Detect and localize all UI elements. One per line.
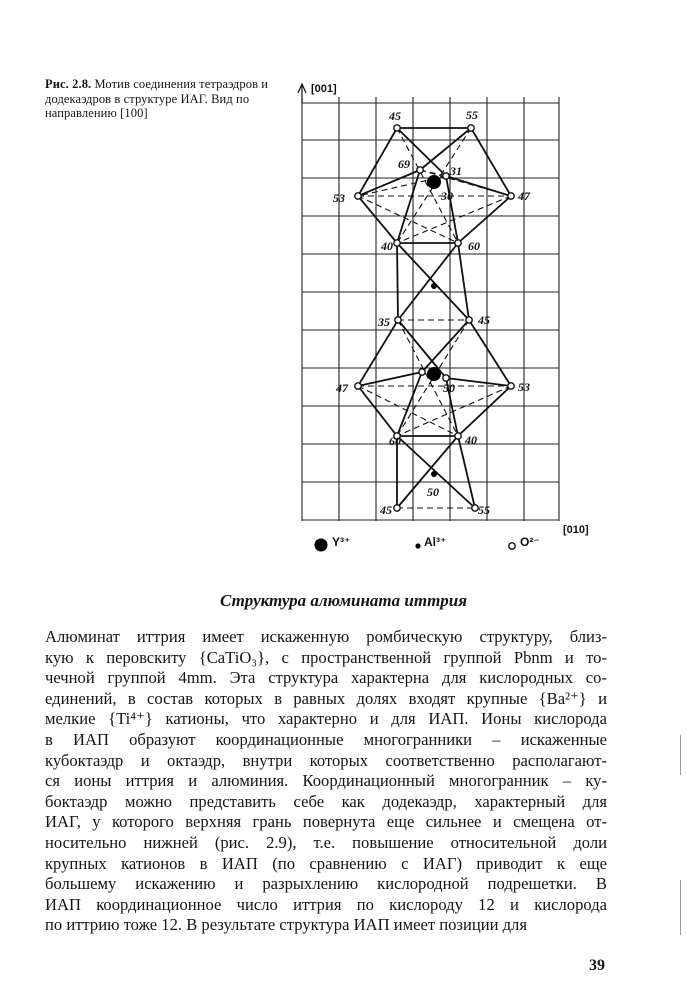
legend — [315, 535, 540, 552]
atom-label: 47 — [336, 381, 348, 395]
atom-label: 45 — [380, 503, 392, 517]
atom-label: 50 — [427, 485, 439, 499]
y-ion-legend-icon — [315, 539, 328, 552]
page-number: 39 — [589, 957, 605, 974]
body-line: единений, в состав которых в равных долях входят крупные {Ba²⁺} и — [45, 688, 607, 708]
atom-label: 60 — [468, 239, 480, 253]
body-paragraph — [45, 627, 607, 936]
body-line: ИАП координационное число иттрия по кислороду 12 и кислорода — [45, 894, 607, 914]
body-line: носительно нижней (рис. 2.9), т.е. повышение относительной доли — [45, 832, 607, 852]
legend-y: Y³⁺ — [332, 535, 351, 549]
body-line: боктаэдр можно представить себе как додекаэдр, характерный для — [45, 791, 607, 811]
atom-label: 47 — [518, 189, 530, 203]
axis-arrow-001 — [298, 84, 306, 103]
o-ion-legend-icon — [509, 543, 515, 549]
body-line: в ИАП образуют координационные многогранники – искаженные — [45, 729, 607, 749]
scan-margin-mark — [680, 735, 681, 775]
atom-label: 40 — [381, 239, 393, 253]
axis-label-001: [001] — [311, 83, 337, 95]
caption-label: Рис. 2.8. — [45, 77, 92, 91]
body-line: Алюминат иттрия имеет искаженную ромбическую структуру, близ- — [45, 627, 607, 646]
body-line: ся ионы иттрия и алюминия. Координационный многогранник – ку- — [45, 771, 607, 791]
body-line: чечной группой 4mm. Эта структура характерна для кислородных со- — [45, 668, 607, 688]
atom-label: 35 — [378, 315, 390, 329]
atom-label: 40 — [465, 433, 477, 447]
caption-text: Мотив соединения тетраэдров и додекаэдров в структуре ИАГ. Вид по направлению [100] — [45, 77, 269, 120]
atom-label: 55 — [478, 503, 490, 517]
body-line: ИАГ, у которого верхняя грань повернута еще сильнее и смещена от- — [45, 812, 607, 832]
legend-o: O²⁻ — [520, 535, 540, 549]
atom-label: 30 — [441, 189, 453, 203]
al-ion-legend-icon — [415, 543, 420, 548]
body-line: мелкие {Ti⁴⁺} катионы, что характерно и для ИАП. Ионы кислорода — [45, 709, 607, 729]
body-line: кую к перовскиту {CaTiO₃}, с пространственной группой Pbnm и то- — [45, 647, 607, 667]
atom-label: 31 — [450, 164, 462, 178]
atom-label: 45 — [478, 313, 490, 327]
atom-label: 53 — [518, 380, 530, 394]
atom-label: 45 — [389, 109, 401, 123]
section-title: Структура алюмината иттрия — [220, 591, 467, 610]
atom-label: 60 — [389, 434, 401, 448]
atom-label: 50 — [443, 381, 455, 395]
legend-al: Al³⁺ — [424, 535, 447, 549]
atom-label: 53 — [333, 191, 345, 205]
axis-label-010: [010] — [563, 524, 589, 536]
atom-label: 55 — [466, 108, 478, 122]
body-line: большему искажению и разрыхлению кислородной подрешетки. В — [45, 874, 607, 894]
atom-label: 69 — [398, 157, 410, 171]
scan-margin-mark — [680, 880, 681, 935]
body-line: крупных катионов в ИАП (по сравнению с ИАГ) приводит к еще — [45, 853, 607, 873]
body-line: по иттрию тоже 12. В результате структура ИАП имеет позиции для — [45, 915, 527, 935]
body-line: кубоктаэдр и октаэдр, внутри которых соответственно располагают- — [45, 750, 607, 770]
